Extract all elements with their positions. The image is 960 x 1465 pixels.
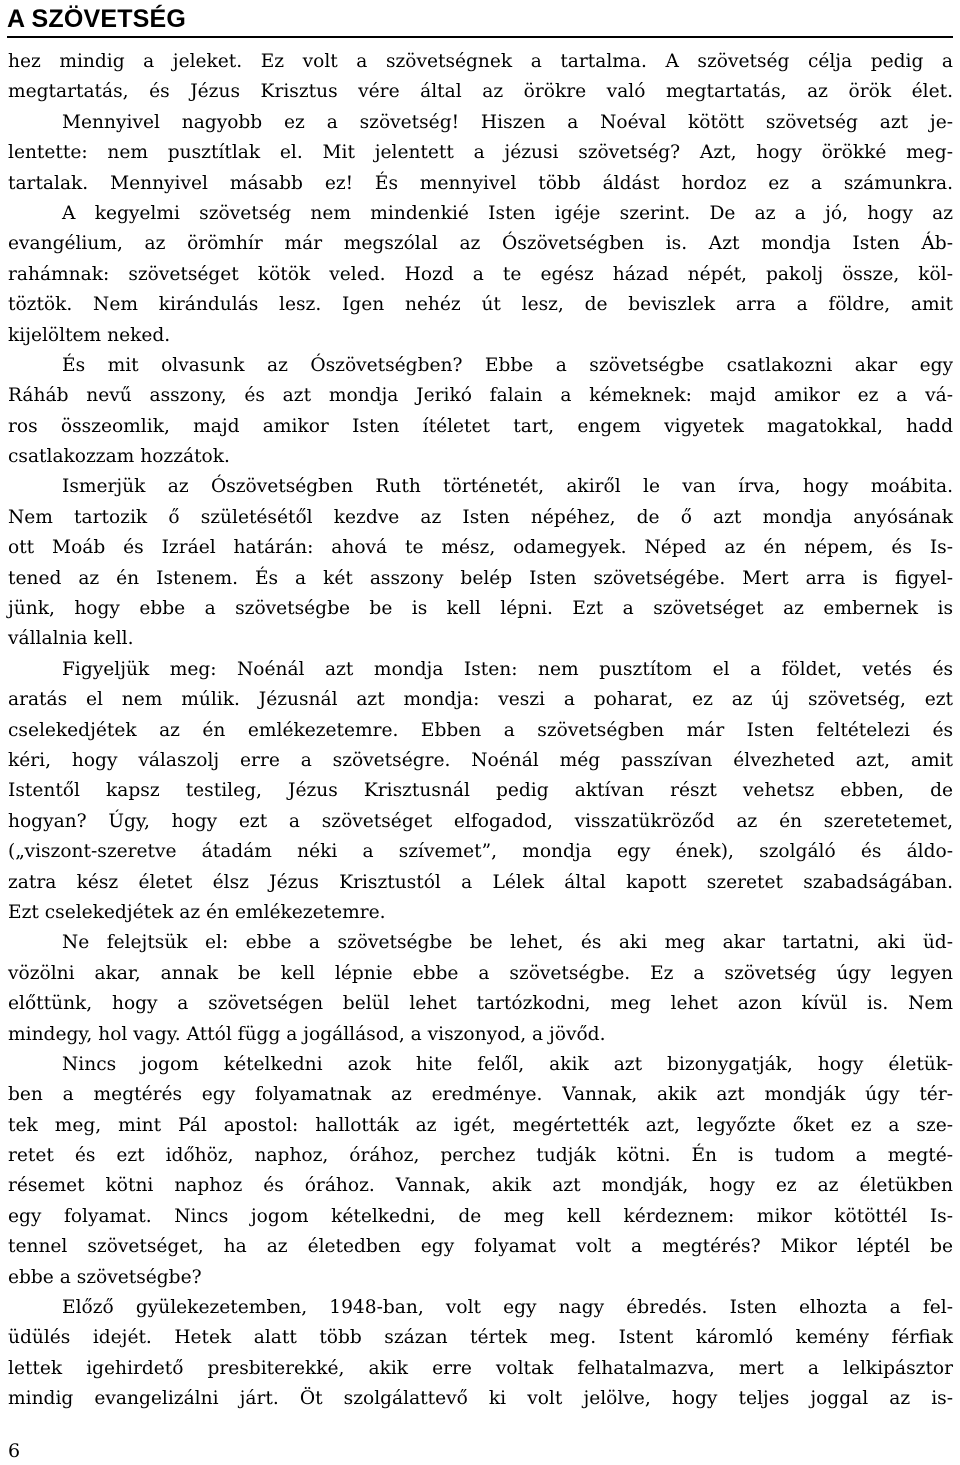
text-line: tened az én Istenem. És a két asszony belép Isten szövetségébe. Mert arra is figyel- (8, 567, 953, 589)
text-line: tartalak. Mennyivel másabb ez! És mennyivel több áldást hordoz ez a számunkra. (8, 172, 953, 194)
text-line: megtartatás, és Jézus Krisztus vére által az örökre való megtartatás, az örök élet. (8, 81, 953, 103)
header-rule (7, 36, 953, 38)
text-line: evangélium, az örömhír már megszólal az Ószövetségben is. Azt mondja Isten Áb- (8, 233, 953, 255)
text-line: Nincs jogom kételkedni azok hite felől, akik azt bizonygatják, hogy életük- (62, 1053, 953, 1075)
text-line: kéri, hogy válaszolj erre a szövetségre. Noénál még passzívan élvezheted azt, amit (8, 749, 953, 771)
text-line: rahámnak: szövetséget kötök veled. Hozd a te egész házad népét, pakolj össze, köl- (8, 263, 953, 285)
text-line: Nem tartozik ő születésétől kezdve az Isten népéhez, de ő azt mondja anyósának (8, 506, 953, 528)
text-line: ott Moáb és Izráel határán: ahová te mész, odamegyek. Néped az én népem, és Is- (8, 537, 953, 559)
text-line: („viszont-szeretve átadám néki a szívemet”, mondja egy ének), szolgáló és áldo- (8, 841, 953, 863)
text-line: tennel szövetséget, ha az életedben egy folyamat volt a megtérés? Mikor léptél be (8, 1236, 953, 1258)
text-line: Ne felejtsük el: ebbe a szövetségbe be lehet, és aki meg akar tartatni, aki üd- (62, 932, 953, 954)
page-number: 6 (8, 1440, 21, 1462)
text-line: vözölni akar, annak be kell lépnie ebbe a szövetségbe. Ez a szövetség úgy legyen (8, 962, 953, 984)
text-line: mindegy, hol vagy. Attól függ a jogállásod, a viszonyod, a jövőd. (8, 1023, 606, 1045)
text-line: hez mindig a jeleket. Ez volt a szövetségnek a tartalma. A szövetség célja pedig a (8, 51, 953, 72)
text-line: A kegyelmi szövetség nem mindenkié Isten igéje szerint. De az a jó, hogy az (62, 202, 953, 224)
text-line: Előző gyülekezetemben, 1948-ban, volt egy nagy ébredés. Isten elhozta a fel- (62, 1297, 953, 1319)
text-line: Ráháb nevű asszony, és azt mondja Jerikó falain a kémeknek: majd amikor ez a vá- (8, 385, 953, 407)
header-title: A SZÖVETSÉG (7, 5, 187, 33)
text-line: És mit olvasunk az Ószövetségben? Ebbe a szövetségbe csatlakozni akar egy (62, 354, 953, 376)
text-line: mindig evangelizálni járt. Öt szolgálattevő ki volt jelölve, hogy teljes joggal az is- (8, 1388, 953, 1410)
text-line: ros összeomlik, majd amikor Isten ítéletet tart, engem vigyetek magatokkal, hadd (8, 415, 953, 437)
running-header (7, 2, 953, 36)
text-line: Mennyivel nagyobb ez a szövetség! Hiszen a Noéval kötött szövetség azt je- (62, 111, 953, 133)
text-line: résemet kötni naphoz és órához. Vannak, akik azt mondják, hogy ez az életükben (8, 1175, 953, 1197)
body-text (8, 47, 953, 1415)
text-line: ben a megtérés egy folyamatnak az eredménye. Vannak, akik azt mondják úgy tér- (8, 1084, 953, 1106)
text-line: tek meg, mint Pál apostol: hallották az igét, megértették azt, legyőzte őket ez a sze- (8, 1114, 953, 1136)
text-line: ebbe a szövetségbe? (8, 1266, 202, 1288)
text-line: Figyeljük meg: Noénál azt mondja Isten: nem pusztítom el a földet, vetés és (62, 658, 953, 680)
text-line: töztök. Nem kirándulás lesz. Igen nehéz út lesz, de beviszlek arra a földre, amit (8, 294, 953, 316)
text-line: üdülés idejét. Hetek alatt több százan tértek meg. Istent káromló kemény férfiak (8, 1327, 953, 1349)
text-line: aratás el nem múlik. Jézusnál azt mondja: veszi a poharat, ez az új szövetség, ezt (8, 689, 953, 711)
text-line: cselekedjétek az én emlékezetemre. Ebben a szövetségben már Isten feltételezi és (8, 719, 953, 741)
text-line: lettek igehirdető presbiterekké, akik erre voltak felhatalmazva, mert a lelkipásztor (8, 1357, 953, 1379)
text-line: Ezt cselekedjétek az én emlékezetemre. (8, 901, 386, 923)
text-line: előttünk, hogy a szövetségen belül lehet tartózkodni, meg lehet azon kívül is. Nem (8, 993, 953, 1015)
text-line: Ismerjük az Ószövetségben Ruth történetét, akiről le van írva, hogy moábita. (62, 476, 953, 498)
text-line: csatlakozzam hozzátok. (8, 446, 230, 468)
text-line: Istentől kapsz testileg, Jézus Krisztusnál pedig aktívan részt vehetsz ebben, de (8, 780, 953, 802)
text-line: kijelöltem neked. (8, 324, 171, 346)
text-line: jünk, hogy ebbe a szövetségbe be is kell lépni. Ezt a szövetséget az embernek is (8, 598, 953, 620)
text-line: vállalnia kell. (8, 628, 134, 650)
text-line: lentette: nem pusztítlak el. Mit jelentett a jézusi szövetség? Azt, hogy örökké meg- (8, 142, 953, 164)
text-line: egy folyamat. Nincs jogom kételkedni, de meg kell kérdeznem: mikor kötöttél Is- (8, 1205, 953, 1227)
text-line: hogyan? Úgy, hogy ezt a szövetséget elfogadod, visszatükröződ az én szeretetemet, (8, 810, 953, 832)
text-line: retet és ezt időhöz, naphoz, órához, perchez tudják kötni. Én is tudom a megté- (8, 1145, 953, 1167)
text-line: zatra kész életet élsz Jézus Krisztustól a Lélek által kapott szeretet szabadságában. (8, 871, 953, 893)
